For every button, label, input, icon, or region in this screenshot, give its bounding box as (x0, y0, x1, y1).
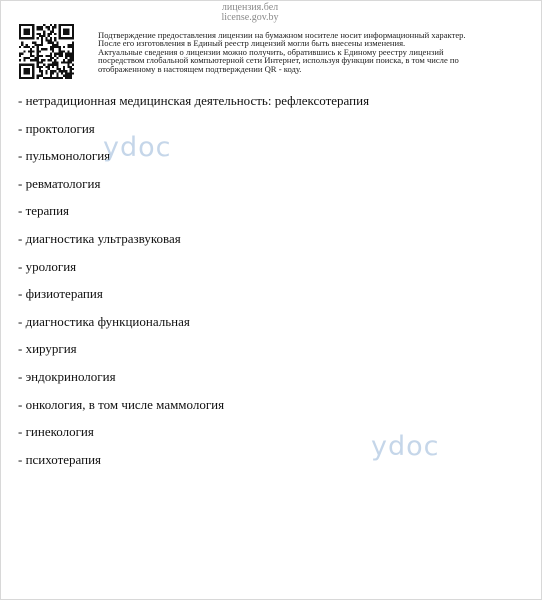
watermark: ydoc (103, 132, 172, 163)
site-header (200, 3, 300, 23)
notice-line: Актуальные сведения о лицензии можно получить, обратившись к Единому реестру лицензий (98, 46, 444, 57)
activity-item: - проктология (18, 120, 95, 136)
activity-item: - хирургия (18, 341, 77, 357)
activity-item: - физиотерапия (18, 286, 103, 302)
activity-item: - эндокринология (18, 368, 116, 384)
activity-item: - психотерапия (18, 451, 102, 467)
license-notice (98, 31, 518, 73)
site-name-cyrillic: лицензия.бел (221, 2, 279, 13)
watermark: ydoc (371, 431, 440, 462)
activity-item: - ревматология (18, 175, 101, 191)
notice-line: отображенному в настоящем подтверждении QR - коду. (98, 63, 302, 74)
activity-item: - гинекология (18, 424, 94, 440)
notice-line: После его изготовления в Единый реестр лицензий могли быть внесены изменения. (98, 38, 406, 49)
activity-item: - урология (18, 258, 77, 274)
notice-line: Подтверждение предоставления лицензии на бумажном носителе носит информационный характер. (98, 30, 466, 40)
activity-item: - диагностика функциональная (18, 313, 190, 329)
activity-item: - диагностика ультразвуковая (18, 230, 181, 246)
activity-item: - терапия (18, 203, 70, 219)
activity-item: - пульмонология (18, 148, 111, 164)
qr-code-icon (19, 24, 74, 79)
notice-line: посредством глобальной компьютерной сети Интернет, используя функции поиска, в том числе по (98, 55, 459, 66)
site-name-latin: license.gov.by (221, 12, 279, 23)
licensed-activities-list (18, 93, 369, 479)
activity-item: - нетрадиционная медицинская деятельность: рефлексотерапия (18, 93, 370, 108)
activity-item: - онкология, в том числе маммология (18, 396, 225, 412)
